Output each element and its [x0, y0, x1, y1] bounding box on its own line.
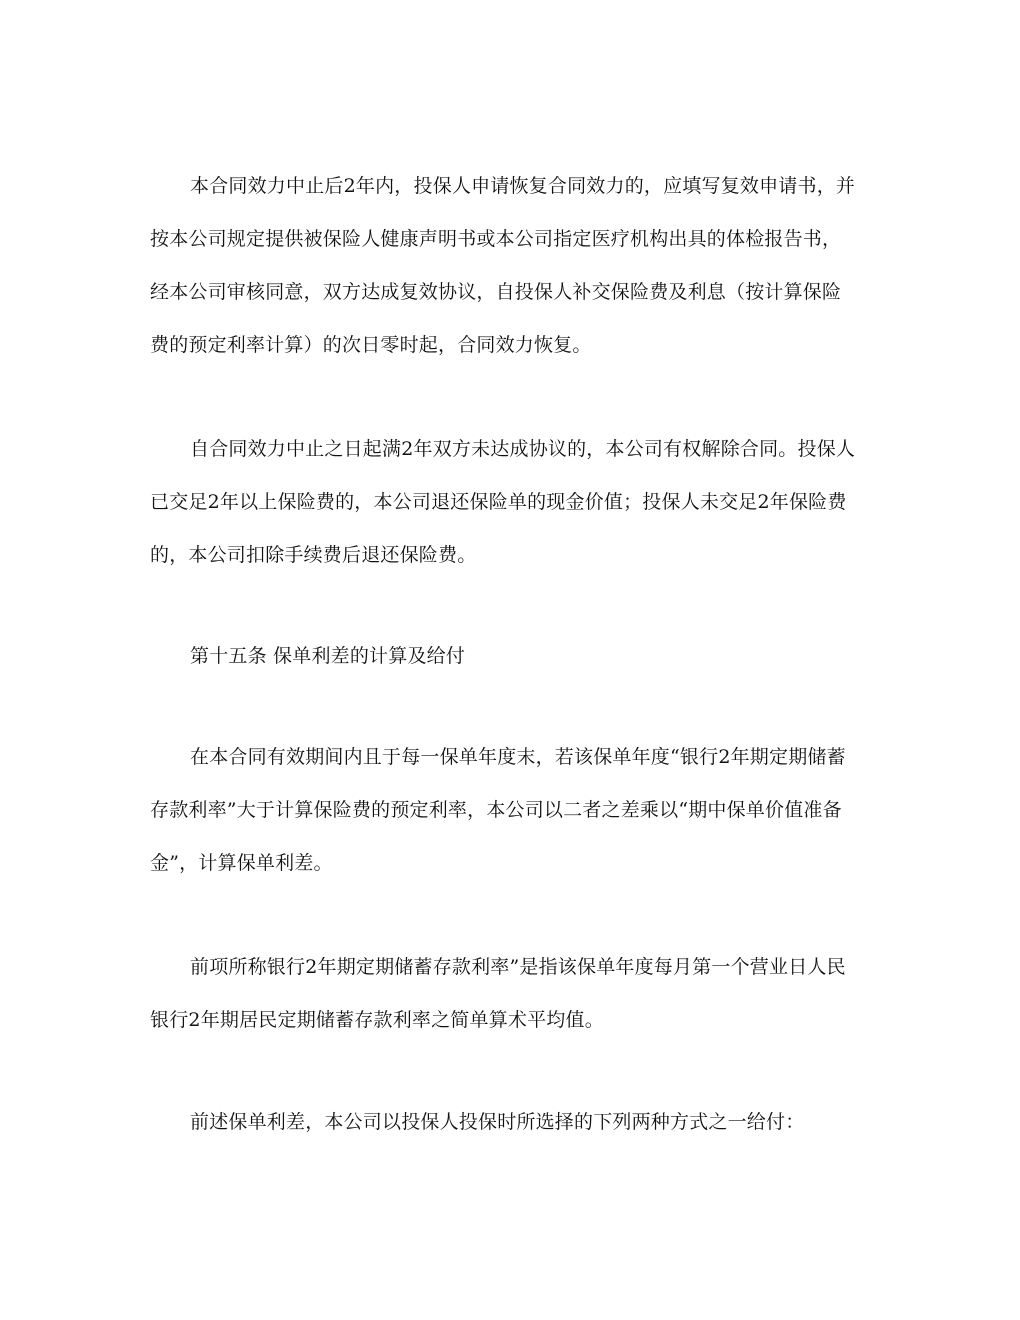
- paragraph-definition-line-1: 前项所称银行2年期定期储蓄存款利率”是指该保单年度每月第一个营业日人民: [190, 956, 846, 978]
- paragraph-termination-line-2: 已交足2年以上保险费的，本公司退还保险单的现金价值；投保人未交足2年保险费: [150, 491, 847, 513]
- paragraph-termination-line-3: 的，本公司扣除手续费后退还保险费。: [150, 544, 477, 566]
- paragraph-termination-line-1: 自合同效力中止之日起满2年双方未达成协议的，本公司有权解除合同。投保人: [190, 438, 856, 460]
- paragraph-reinstatement-line-3: 经本公司审核同意，双方达成复效协议，自投保人补交保险费及利息（按计算保险: [150, 281, 842, 303]
- paragraph-reinstatement-line-1: 本合同效力中止后2年内，投保人申请恢复合同效力的，应填写复效申请书，并: [190, 175, 856, 197]
- paragraph-payment-line-1: 前述保单利差，本公司以投保人投保时所选择的下列两种方式之一给付：: [190, 1111, 805, 1133]
- section-heading: 第十五条 保单利差的计算及给付: [190, 645, 466, 667]
- paragraph-interest-line-1: 在本合同有效期间内且于每一保单年度末，若该保单年度“银行2年期定期储蓄: [190, 746, 846, 768]
- paragraph-reinstatement-line-2: 按本公司规定提供被保险人健康声明书或本公司指定医疗机构出具的体检报告书，: [150, 228, 842, 250]
- paragraph-interest-line-3: 金”，计算保单利差。: [150, 852, 333, 874]
- paragraph-interest-line-2: 存款利率”大于计算保险费的预定利率，本公司以二者之差乘以“期中保单价值准备: [150, 799, 842, 821]
- paragraph-reinstatement-line-4: 费的预定利率计算）的次日零时起，合同效力恢复。: [150, 334, 592, 356]
- paragraph-definition-line-2: 银行2年期居民定期储蓄存款利率之简单算术平均值。: [150, 1009, 604, 1031]
